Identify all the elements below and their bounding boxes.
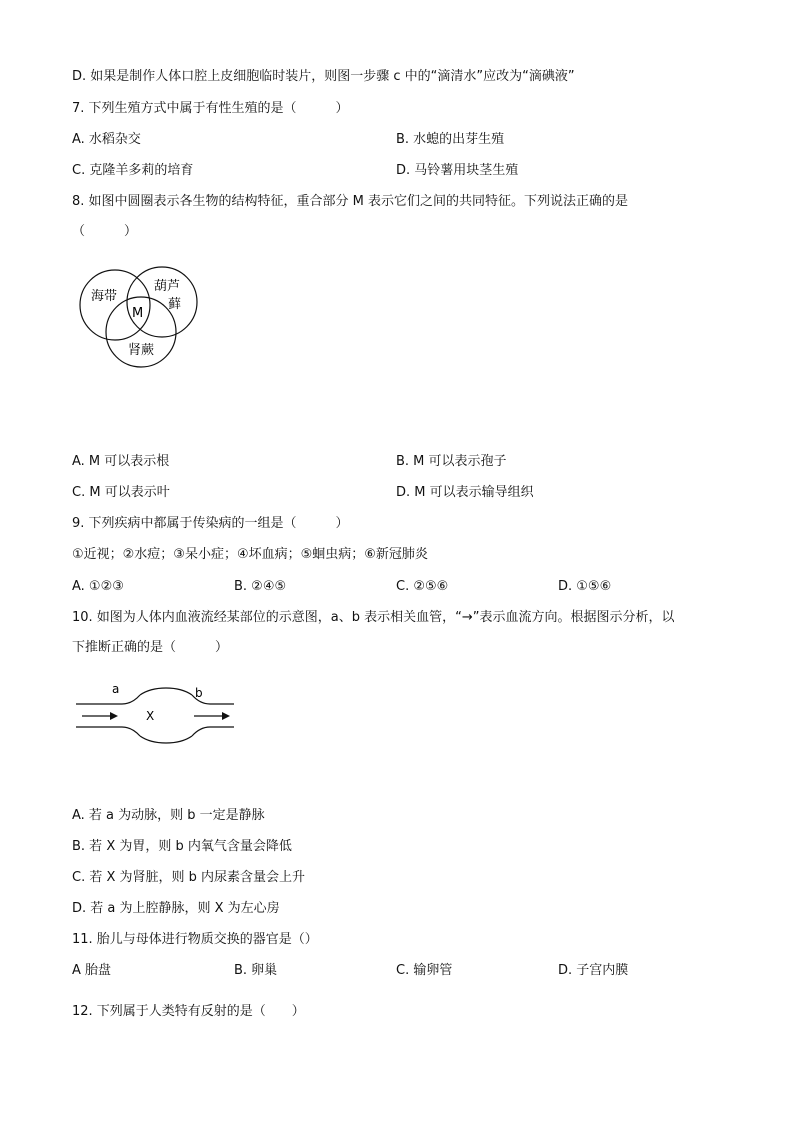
q10-option-a: A. 若 a 为动脉，则 b 一定是静脉 [72,808,265,823]
venn-label-hulu: 葫芦 [154,279,181,294]
venn-label-m: M [132,306,144,321]
q11-option-d: D. 子宫内膜 [558,963,629,978]
venn-label-haidai: 海带 [91,289,118,304]
q7-stem: 7. 下列生殖方式中属于有性生殖的是（ ） [72,101,349,116]
q9-option-a: A. ①②③ [72,579,124,594]
q7-option-b: B. 水螅的出芽生殖 [396,132,505,147]
q8-stem: 8. 如图中圆圈表示各生物的结构特征，重合部分 M 表示它们之间的共同特征。下列说法正确的是 [72,194,629,209]
q9-items: ①近视；②水痘；③呆小症；④坏血病；⑤蛔虫病；⑥新冠肺炎 [72,547,428,562]
q8-option-d: D. M 可以表示输导组织 [396,485,534,500]
q6-option-d: D. 如果是制作人体口腔上皮细胞临时装片，则图一步骤 c 中的“滴清水”应改为“滴碘液” [72,69,575,84]
q10-option-d: D. 若 a 为上腔静脉，则 X 为左心房 [72,901,280,916]
vessel-a-upper-wall [76,695,140,704]
q9-stem: 9. 下列疾病中都属于传染病的一组是（ ） [72,516,349,531]
q7-option-d: D. 马铃薯用块茎生殖 [396,163,519,178]
blood-flow-diagram [74,680,239,746]
q12-stem: 12. 下列属于人类特有反射的是（ ） [72,1004,305,1019]
venn-label-xian: 藓 [168,297,182,312]
q9-option-b: B. ②④⑤ [234,579,287,594]
q11-stem: 11. 胎儿与母体进行物质交换的器官是（） [72,932,318,947]
organ-x-label: X [146,709,155,723]
vessel-b-lower-wall [192,727,234,736]
venn-circle-huluxian [127,267,197,337]
q10-option-b: B. 若 X 为胃，则 b 内氧气含量会降低 [72,839,292,854]
q9-option-d: D. ①⑤⑥ [558,579,612,594]
venn-label-shenjue: 肾蕨 [128,343,155,358]
q9-option-c: C. ②⑤⑥ [396,579,449,594]
vessel-a-label: a [112,682,120,696]
flow-arrow-out-head [222,712,230,720]
q8-stem-cont: （ ） [72,224,138,239]
q11-option-a: A 胎盘 [72,963,112,978]
q7-option-a: A. 水稻杂交 [72,132,141,147]
q8-option-c: C. M 可以表示叶 [72,485,170,500]
venn-diagram [78,262,208,374]
q10-option-c: C. 若 X 为肾脏，则 b 内尿素含量会上升 [72,870,306,885]
q7-option-c: C. 克隆羊多莉的培育 [72,163,194,178]
q11-option-b: B. 卵巢 [234,963,278,978]
vessel-a-lower-wall [76,727,140,736]
q11-option-c: C. 输卵管 [396,963,453,978]
flow-arrow-in-head [110,712,118,720]
organ-x-bottom [140,736,192,743]
vessel-b-label: b [195,686,203,700]
q8-option-a: A. M 可以表示根 [72,454,170,469]
q8-option-b: B. M 可以表示孢子 [396,454,507,469]
q10-stem: 10. 如图为人体内血液流经某部位的示意图，a、b 表示相关血管，“→”表示血流方向。根据图示分析，以 [72,610,675,625]
q10-stem-cont: 下推断正确的是（ ） [72,640,229,655]
organ-x-top [140,688,192,695]
